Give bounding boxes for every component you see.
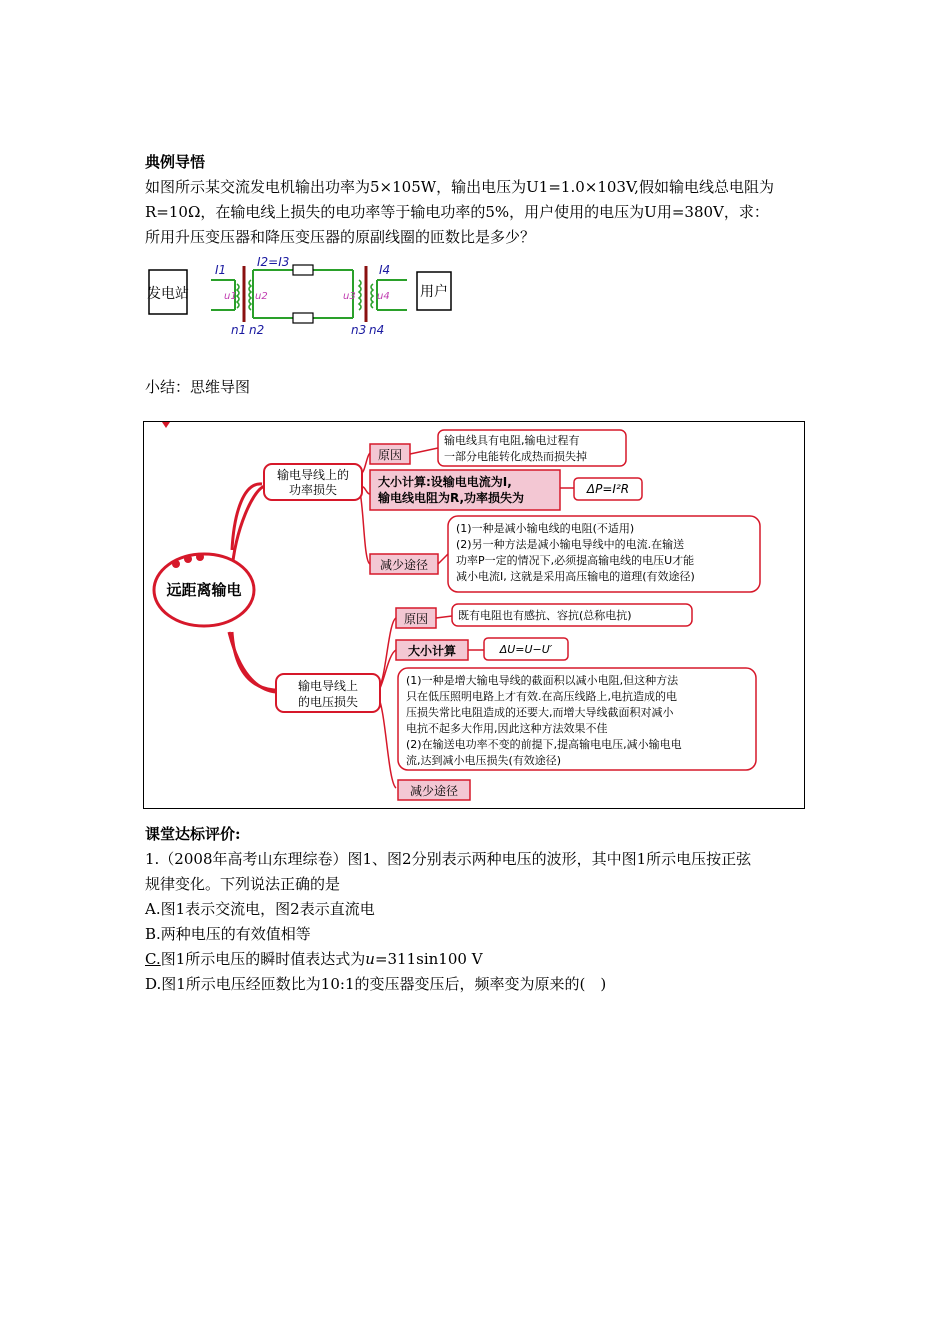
user-label: 用户	[420, 284, 448, 300]
b2-reason-text: 既有电阻也有感抗、容抗(总称电抗)	[458, 609, 632, 622]
b2-text-6: 流,达到减小电压损失(有效途径)	[406, 754, 562, 767]
turns-n4: n4	[369, 323, 385, 337]
section-title: 典例导悟	[145, 153, 206, 171]
b2-text-5: (2)在输送电功率不变的前提下,提高输电电压,减小输电电	[406, 738, 682, 751]
b1-calc-line-2: 输电线电阻为R,功率损失为	[378, 491, 525, 505]
branch-power-loss-line2: 功率损失	[288, 483, 338, 497]
b2-formula: ΔU=U−U′	[499, 643, 553, 656]
voltage-u3: u3	[343, 291, 356, 302]
current-I4: I4	[379, 263, 391, 277]
b1-calc-line-1: 大小计算:设输电电流为I,	[378, 475, 512, 489]
option-c-label: C.	[145, 950, 161, 968]
voltage-u1: u1	[224, 291, 237, 302]
mind-map-figure	[143, 421, 805, 809]
option-c-rest: =311sin100 V	[374, 950, 483, 968]
b1-reduce-tag-label: 减少途径	[379, 558, 429, 572]
evaluation-title: 课堂达标评价:	[145, 825, 241, 843]
problem-line-1: 如图所示某交流发电机输出功率为5×105W，输出电压为U1=1.0×103V,假如输电线总电阻为	[145, 178, 774, 196]
station-label: 发电站	[147, 286, 189, 302]
question-stem-1: 1.（2008年高考山东理综卷）图1、图2分别表示两种电压的波形，其中图1所示电压按正弦	[145, 850, 752, 868]
b1-reduce-text-3: 功率P一定的情况下,必须提高输电线的电压U才能	[456, 554, 695, 567]
option-a: A.图1表示交流电，图2表示直流电	[145, 900, 375, 918]
current-I2-I3: I2=I3	[257, 255, 290, 269]
summary-label: 小结：思维导图	[145, 378, 251, 396]
b1-formula: ΔP=I²R	[586, 482, 630, 496]
b2-reason-tag-label: 原因	[403, 612, 429, 626]
option-d: D.图1所示电压经匝数比为10:1的变压器变压后，频率变为原来的( )	[145, 975, 607, 993]
b2-text-3: 压损失常比电阻造成的还要大,而增大导线截面积对减小	[406, 706, 674, 719]
transmission-circuit-diagram	[145, 255, 448, 338]
b2-text-4: 电抗不起多大作用,因此这种方法效果不佳	[406, 722, 608, 735]
turns-n1: n1	[231, 323, 247, 337]
current-I1: I1	[215, 263, 227, 277]
branch-voltage-loss-line2: 的电压损失	[297, 695, 359, 709]
b2-text-2: 只在低压照明电路上才有效.在高压线路上,电抗造成的电	[406, 690, 677, 703]
b1-reduce-text-2: (2)另一种方法是减小输电导线中的电流.在输送	[456, 538, 685, 551]
b2-calc-tag-label: 大小计算	[407, 644, 457, 658]
option-b: B.两种电压的有效值相等	[145, 925, 311, 943]
b1-reason-tag-label: 原因	[377, 448, 403, 462]
resistor-bottom	[293, 313, 313, 323]
problem-line-3: 所用升压变压器和降压变压器的原副线圈的匝数比是多少？	[145, 228, 536, 246]
b2-text-1: (1)一种是增大输电导线的截面积以减小电阻,但这种方法	[406, 674, 679, 687]
branch-voltage-loss-line1: 输电导线上	[297, 679, 359, 693]
center-label: 远距离输电	[166, 581, 242, 599]
branch-power-loss-line1: 输电导线上的	[276, 468, 350, 482]
voltage-u4: u4	[377, 291, 390, 302]
problem-line-2: R=10Ω，在输电线上损失的电功率等于输电功率的5%，用户使用的电压为U用=380V，求：	[145, 203, 769, 221]
b1-reduce-text-4: 减小电流I, 这就是采用高压输电的道理(有效途径)	[456, 570, 695, 583]
b2-reduce-tag-label: 减少途径	[409, 784, 459, 798]
b1-reduce-text-1: (1)一种是减小输电线的电阻(不适用)	[456, 522, 635, 535]
voltage-u2: u2	[255, 291, 268, 302]
option-c-var: u	[365, 950, 375, 968]
turns-n3: n3	[351, 323, 367, 337]
option-c-text: 图1所示电压的瞬时值表达式为	[160, 950, 366, 968]
question-stem-2: 规律变化。下列说法正确的是	[145, 875, 341, 893]
b1-reason-text-1: 输电线具有电阻,输电过程有	[444, 434, 580, 447]
option-c	[145, 947, 483, 971]
resistor-top	[293, 265, 313, 275]
b1-reason-text-2: 一部分电能转化成热而损失掉	[444, 450, 587, 463]
turns-n2: n2	[249, 323, 265, 337]
